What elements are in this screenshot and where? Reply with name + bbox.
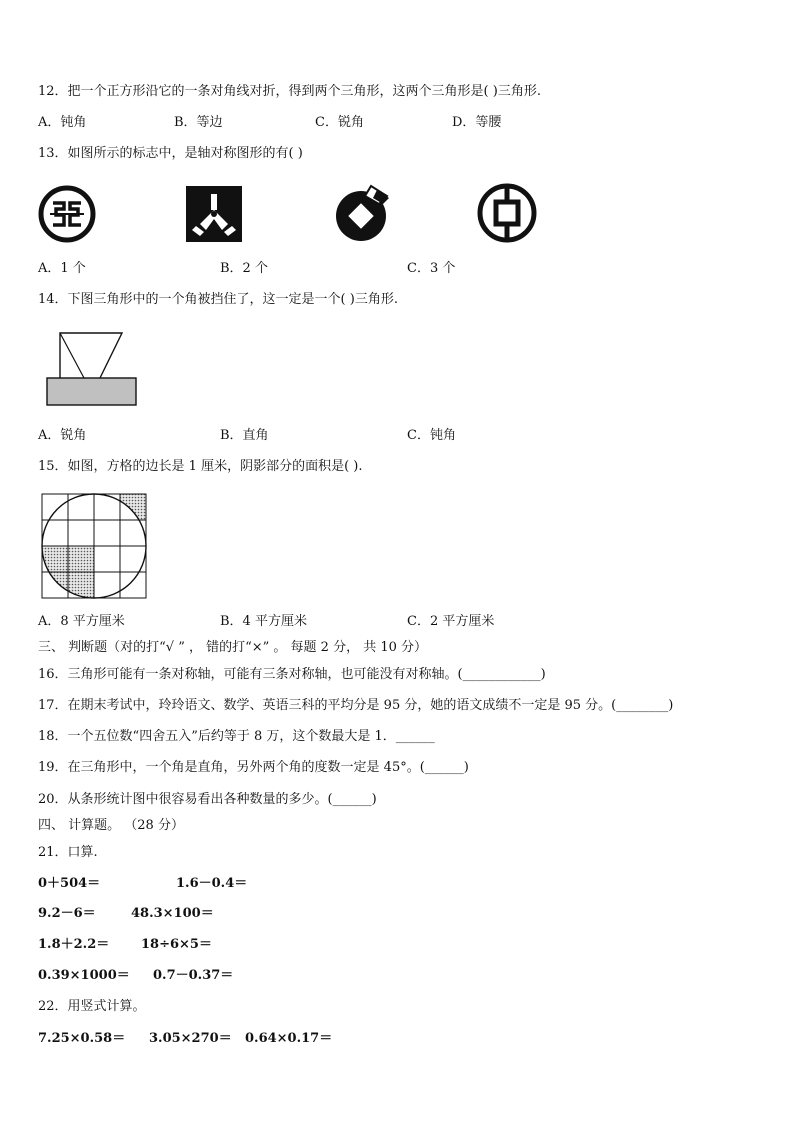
q13-option-c: C．3 个	[407, 261, 456, 276]
oral-calc-item: 0.7－0.37＝	[153, 968, 234, 983]
question-15-stem: 15．如图，方格的边长是 1 厘米，阴影部分的面积是( ).	[38, 459, 363, 474]
grid-circle-figure	[38, 490, 150, 602]
oral-calc-item: 48.3×100＝	[131, 906, 214, 921]
bank-logo-2-icon	[186, 186, 242, 242]
question-19: 19．在三角形中，一个角是直角，另外两个角的度数一定是 45°。(______)	[38, 760, 469, 775]
section-3-heading: 三、 判断题（对的打“√ ” ， 错的打“×” 。 每题 2 分， 共 10 分）	[38, 640, 428, 655]
q15-option-b: B．4 平方厘米	[220, 614, 307, 629]
triangle-covered-figure	[44, 330, 140, 410]
question-14-stem: 14．下图三角形中的一个角被挡住了，这一定是一个( )三角形.	[38, 292, 398, 307]
question-20: 20．从条形统计图中很容易看出各种数量的多少。(______)	[38, 792, 377, 807]
shaded-corner	[120, 494, 146, 520]
question-13-stem: 13．如图所示的标志中，是轴对称图形的有( )	[38, 146, 303, 161]
bank-logo-4-icon	[476, 182, 538, 244]
bank-logo-1-icon	[36, 183, 98, 245]
vertical-calc-item: 3.05×270＝	[149, 1031, 232, 1046]
question-22-stem: 22．用竖式计算。	[38, 999, 146, 1014]
oral-calc-item: 9.2－6＝	[38, 906, 96, 921]
q12-option-c: C．锐角	[315, 115, 364, 130]
q14-option-b: B．直角	[220, 428, 269, 443]
vertical-calc-item: 7.25×0.58＝	[38, 1031, 126, 1046]
question-12-stem: 12．把一个正方形沿它的一条对角线对折，得到两个三角形，这两个三角形是( )三角形.	[38, 84, 541, 99]
oral-calc-item: 1.8＋2.2＝	[38, 937, 110, 952]
oral-calc-item: 1.6－0.4＝	[176, 876, 248, 891]
oral-calc-item: 0＋504＝	[38, 876, 101, 891]
q15-option-c: C．2 平方厘米	[407, 614, 495, 629]
q14-option-a: A．锐角	[38, 428, 87, 443]
q14-option-c: C．钝角	[407, 428, 456, 443]
q13-option-b: B．2 个	[220, 261, 268, 276]
vertical-calc-item: 0.64×0.17＝	[245, 1031, 333, 1046]
q15-option-a: A．8 平方厘米	[38, 614, 125, 629]
question-21-stem: 21．口算.	[38, 845, 98, 860]
q13-option-a: A．1 个	[38, 261, 86, 276]
oral-calc-item: 0.39×1000＝	[38, 968, 130, 983]
question-17: 17．在期末考试中，玲玲语文、数学、英语三科的平均分是 95 分，她的语文成绩不一定是 95 分。(________)	[38, 698, 674, 713]
question-18: 18．一个五位数“四舍五入”后约等于 8 万，这个数最大是 1．______	[38, 729, 435, 744]
cover-rectangle	[47, 378, 136, 405]
q12-option-b: B．等边	[174, 115, 223, 130]
question-16: 16．三角形可能有一条对称轴，可能有三条对称轴，也可能没有对称轴。(____________)	[38, 667, 546, 682]
q12-option-a: A．钝角	[38, 115, 87, 130]
oral-calc-item: 18÷6×5＝	[141, 937, 212, 952]
q12-option-d: D．等腰	[452, 115, 502, 130]
section-4-heading: 四、 计算题。 （28 分）	[38, 818, 184, 833]
bank-logo-3-icon	[333, 184, 393, 244]
